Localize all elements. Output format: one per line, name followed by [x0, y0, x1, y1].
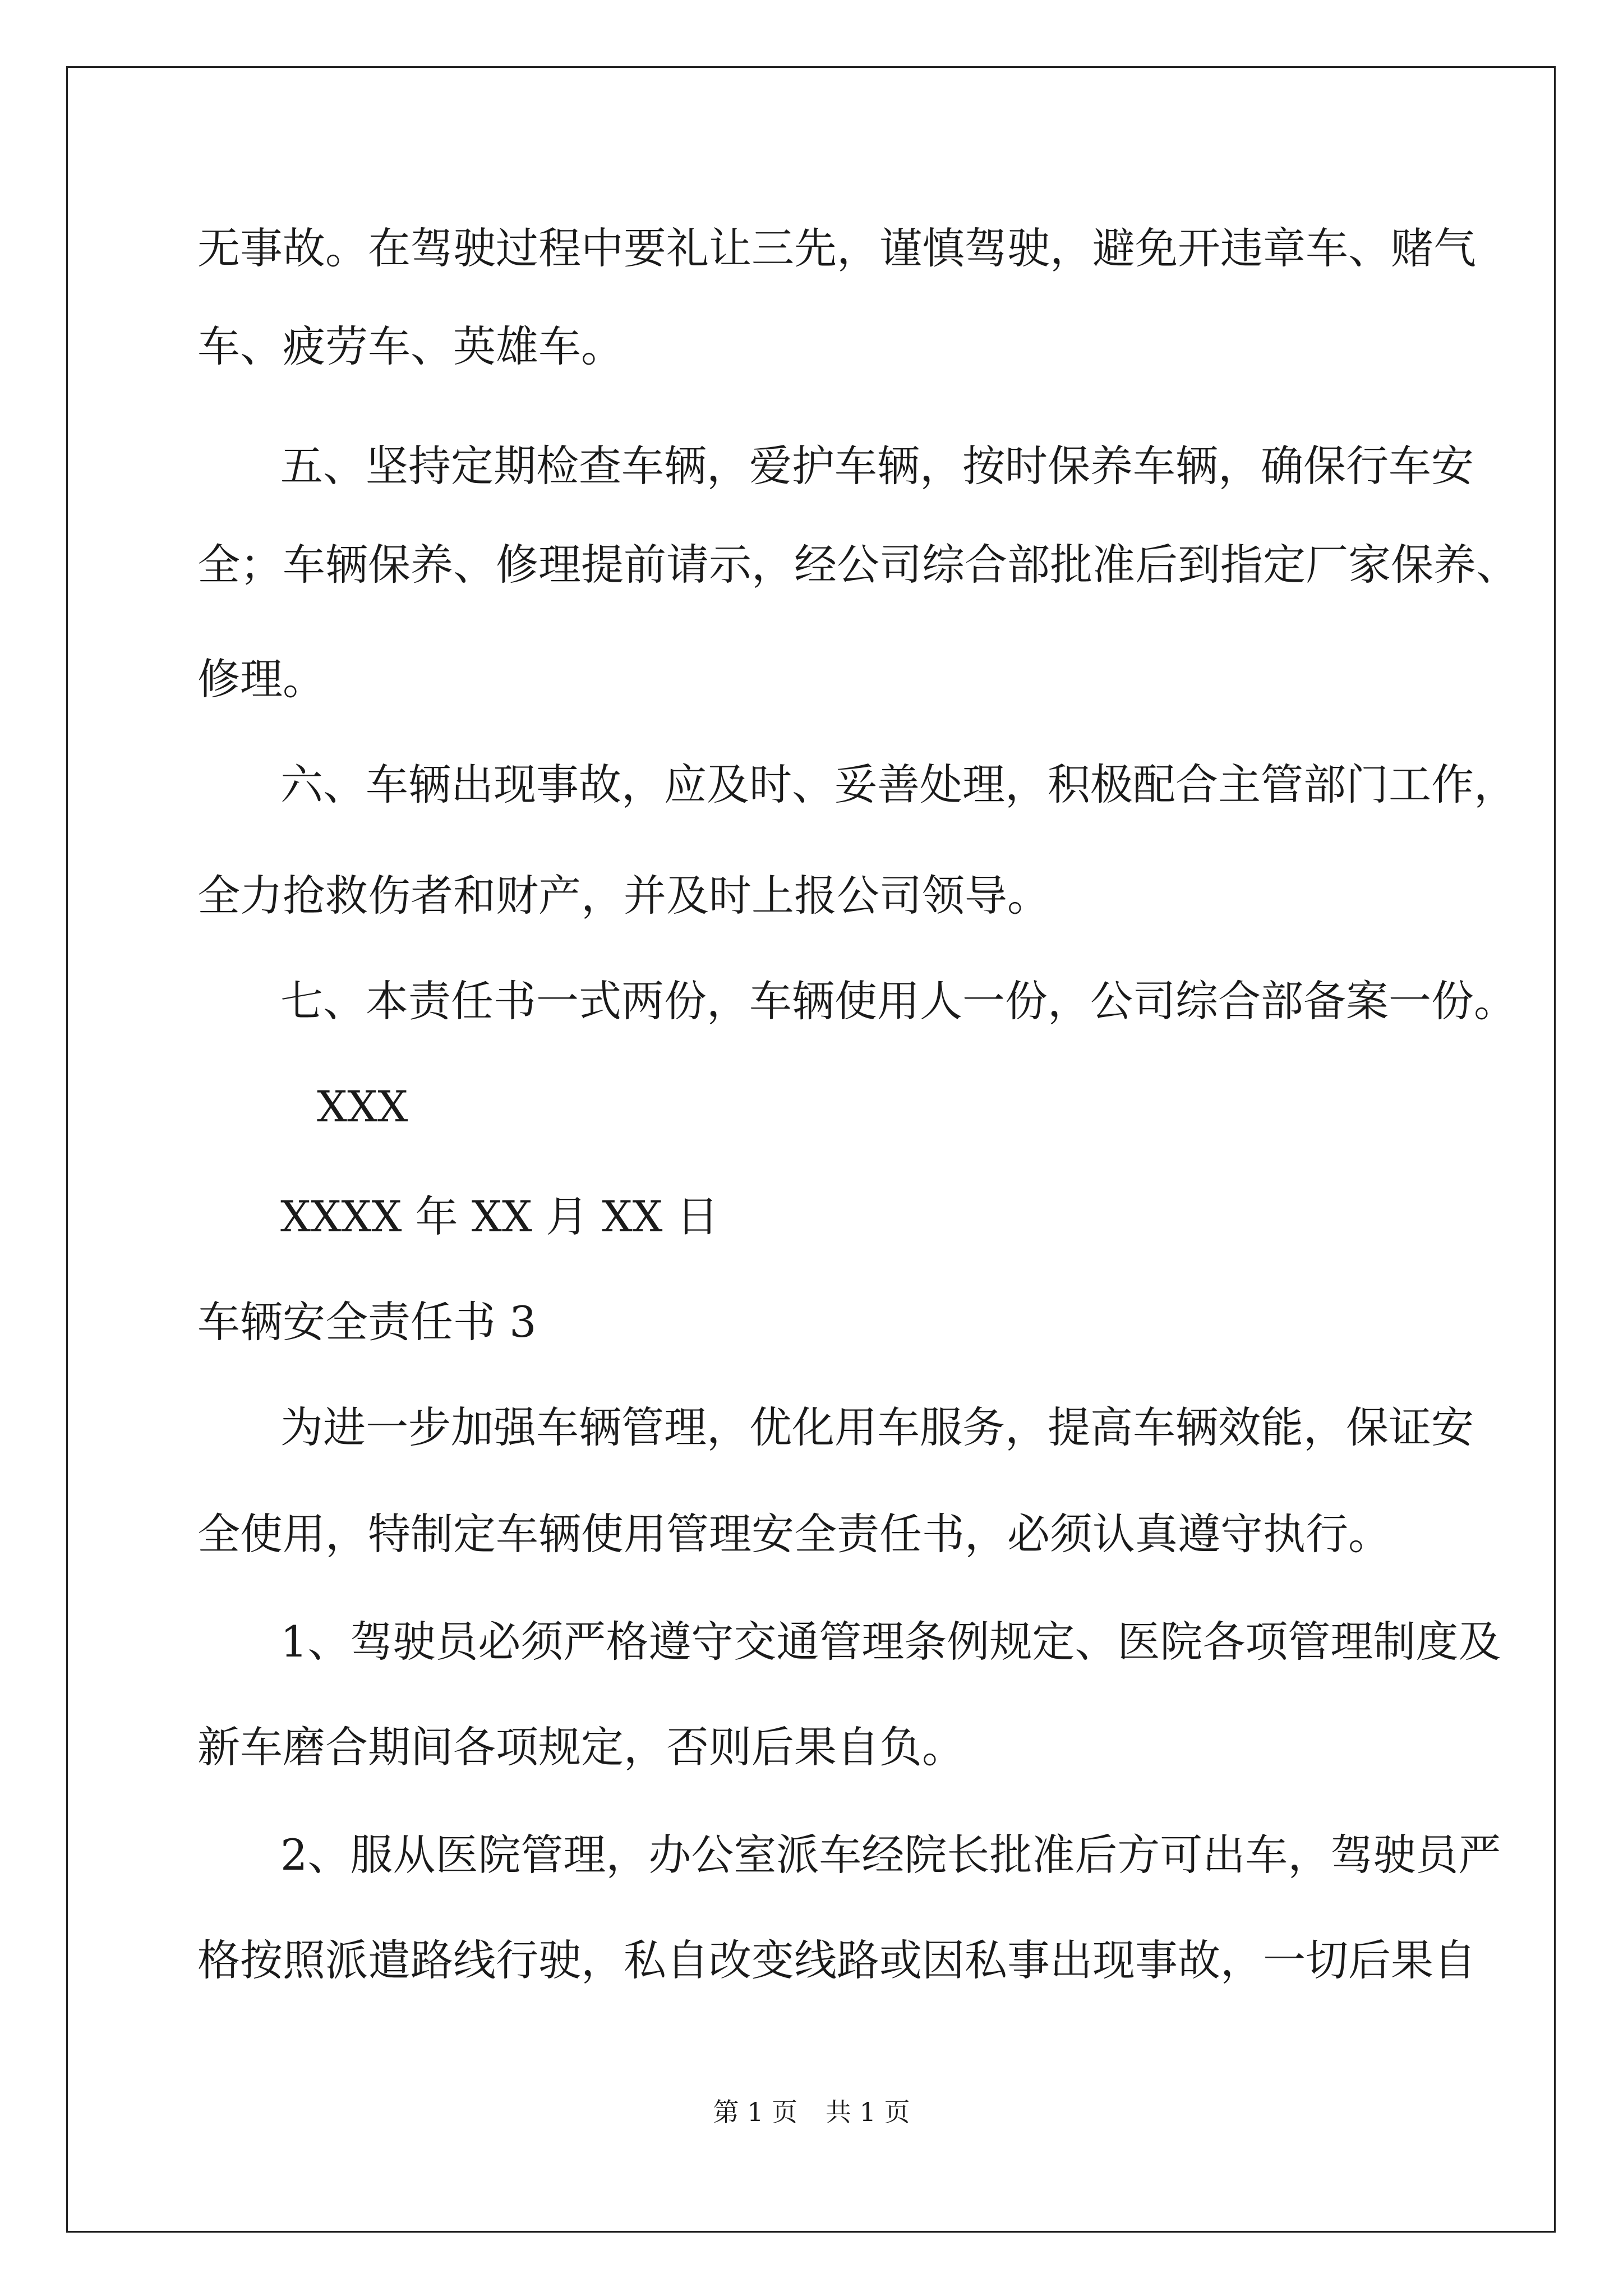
paragraph-start: 六、车辆出现事故，应及时、妥善处理，积极配合主管部门工作， [280, 760, 1516, 809]
paragraph-start: 五、坚持定期检查车辆，爱护车辆，按时保养车辆，确保行车安 [280, 441, 1474, 491]
paragraph-start: 七、本责任书一式两份，车辆使用人一份，公司综合部备案一份。 [280, 976, 1516, 1026]
text-line: 格按照派遣路线行驶，私自改变线路或因私事出现事故，一切后果自 [197, 1935, 1476, 1985]
page-total: 共 1 页 [826, 2097, 910, 2127]
signature-date: XXXX 年 XX 月 XX 日 [280, 1191, 719, 1241]
section-heading: 车辆安全责任书 3 [197, 1297, 537, 1347]
signature-name: XXX [317, 1082, 408, 1131]
paragraph-start: 1、驾驶员必须严格遵守交通管理条例规定、医院各项管理制度及 [280, 1617, 1501, 1667]
text-line: 全力抢救伤者和财产，并及时上报公司领导。 [197, 871, 1050, 921]
text-line: 修理。 [197, 654, 325, 704]
text-line: 全使用，特制定车辆使用管理安全责任书，必须认真遵守执行。 [197, 1509, 1391, 1559]
page-footer [0, 2095, 1623, 2129]
text-line: 全；车辆保养、修理提前请示，经公司综合部批准后到指定厂家保养、 [197, 540, 1519, 590]
text-line: 新车磨合期间各项规定，否则后果自负。 [197, 1722, 965, 1772]
text-line: 车、疲劳车、英雄车。 [197, 321, 624, 371]
page-number: 第 1 页 [713, 2097, 797, 2127]
page-border [66, 66, 1556, 2233]
paragraph-start: 2、服从医院管理，办公室派车经院长批准后方可出车，驾驶员严 [280, 1830, 1501, 1880]
paragraph-start: 为进一步加强车辆管理，优化用车服务，提高车辆效能，保证安 [280, 1402, 1474, 1452]
text-line: 无事故。在驾驶过程中要礼让三先，谨慎驾驶，避免开违章车、赌气 [197, 223, 1476, 273]
